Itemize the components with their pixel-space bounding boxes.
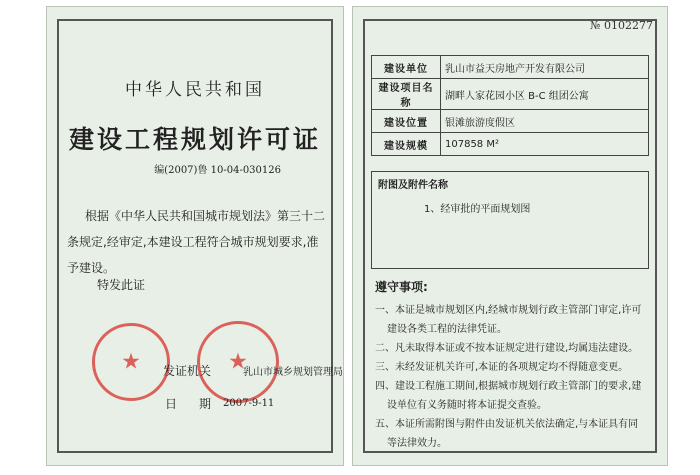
permit-code: 编(2007)鲁 10-04-030126 (154, 165, 281, 176)
notes-title: 遵守事项: (375, 280, 428, 294)
note-item: 一、本证是城市规划区内,经城市规划行政主管部门审定,许可建设各类工程的法律凭证。 (375, 305, 642, 335)
left-page (46, 6, 344, 466)
seal-star-icon: ★ (121, 349, 141, 375)
notes-list (375, 301, 647, 453)
row-label: 建设项目名称 (372, 79, 441, 110)
table-row (372, 110, 649, 133)
issuer-value: 乳山市城乡规划管理局 (243, 367, 343, 378)
note-item: 二、凡未取得本证或不按本证规定进行建设,均属违法建设。 (375, 343, 639, 354)
legal-paragraph: 根据《中华人民共和国城市规划法》第三十二条规定,经审定,本建设工程符合城市规划要求,准予建设。 (67, 209, 326, 275)
attachment-item: 1、经审批的平面规划图 (424, 204, 531, 215)
right-page (352, 6, 668, 466)
country-title: 中华人民共和国 (125, 80, 265, 100)
attachments-title: 附图及附件名称 (378, 180, 448, 191)
note-item: 四、建设工程施工期间,根据城市规划行政主管部门的要求,建设单位有义务随时将本证提交查验。 (375, 381, 642, 411)
row-value: 银滩旅游度假区 (441, 110, 649, 133)
permit-title: 建设工程规划许可证 (68, 125, 321, 154)
table-row (372, 133, 649, 156)
row-label: 建设规模 (372, 133, 441, 156)
seal-star-icon: ★ (228, 349, 248, 375)
note-item: 五、本证所需附图与附件由发证机关依法确定,与本证具有同等法律效力。 (375, 419, 639, 449)
info-table (371, 55, 649, 156)
issue-text: 特发此证 (97, 278, 146, 292)
table-row (372, 56, 649, 79)
row-label: 建设单位 (372, 56, 441, 79)
row-value: 乳山市益天房地产开发有限公司 (441, 56, 649, 79)
date-label: 日期 (165, 397, 234, 411)
table-row (372, 79, 649, 110)
issuer-label: 发证机关 (163, 364, 212, 378)
official-seal-left (92, 323, 170, 401)
row-value: 107858 M² (441, 133, 649, 156)
note-item: 三、未经发证机关许可,本证的各项规定均不得随意变更。 (375, 362, 629, 373)
row-value: 湖畔人家花园小区 B-C 组团公寓 (441, 79, 649, 110)
attachments-box (371, 171, 649, 269)
serial-number: № 0102277 (590, 19, 653, 32)
date-value: 2007-9-11 (223, 398, 275, 409)
row-label: 建设位置 (372, 110, 441, 133)
